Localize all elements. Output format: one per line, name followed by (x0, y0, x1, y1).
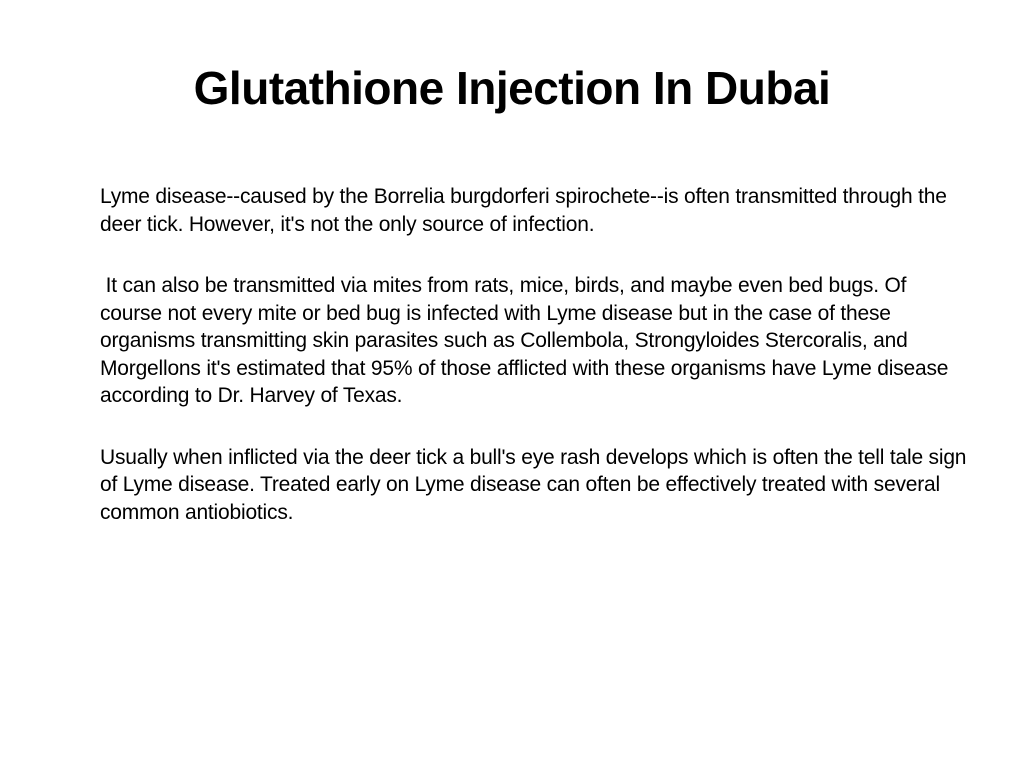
paragraph-1: Lyme disease--caused by the Borrelia burgdorferi spirochete--is often transmitted through the deer tick. However, it's not the only source of infection. (100, 185, 947, 236)
paragraph-3: Usually when inflicted via the deer tick a bull's eye rash develops which is often the tell tale sign of Lyme disease. Treated early on Lyme disease can often be effectively treated with several common antiobiotics. (100, 445, 967, 524)
paragraph-2: It can also be transmitted via mites from rats, mice, birds, and maybe even bed bugs. Of course not every mite or bed bug is infected with Lyme disease but in the case of these organisms transmitting skin parasites such as Collembola, Strongyloides Stercoralis, and Morgellons it's estimated that 95% of those afflicted with these organisms have Lyme disease according to Dr. Harvey of Texas. (100, 274, 954, 407)
slide-body (100, 183, 970, 560)
slide-title: Glutathione Injection In Dubai (193, 62, 831, 114)
